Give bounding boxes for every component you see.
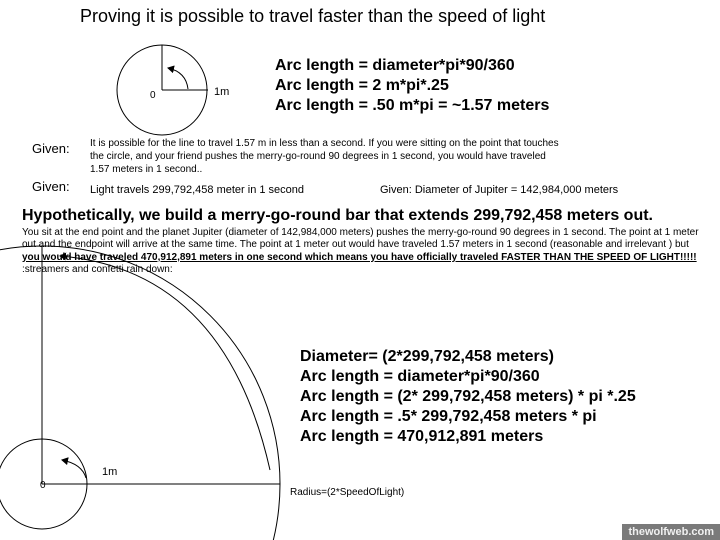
small-circle-diagram — [117, 45, 208, 135]
top-formula-1: Arc length = diameter*pi*90/360 — [275, 57, 515, 74]
given-label-2: Given: — [32, 179, 70, 194]
bottom-small-rotation-arrow — [62, 460, 86, 478]
big-rotation-arrow — [60, 256, 270, 470]
bottom-formula-2: Arc length = diameter*pi*90/360 — [300, 368, 540, 385]
big-radius-label: Radius=(2*SpeedOfLight) — [290, 487, 405, 498]
watermark: thewolfweb.com — [622, 524, 720, 540]
given-label-1: Given: — [32, 141, 70, 156]
hypothesis-paragraph-bold: you would have traveled 470,912,891 meters in one second which means you have officially traveled FASTER THAN THE SPEED OF LIGHT!!!!! — [22, 251, 697, 263]
small-circle-radius-label: 1m — [214, 86, 230, 98]
given-1-line-2: the circle, and your friend pushes the merry-go-round 90 degrees in 1 second, you would have traveled — [90, 151, 546, 162]
bottom-formula-5: Arc length = 470,912,891 meters — [300, 428, 544, 445]
top-formula-3: Arc length = .50 m*pi = ~1.57 meters — [275, 97, 550, 114]
given-1-text — [90, 137, 559, 176]
bottom-formula-3: Arc length = (2* 299,792,458 meters) * pi *.25 — [300, 388, 636, 405]
given-1-line-1: It is possible for the line to travel 1.57 m in less than a second. If you were sitting on the point that touches — [90, 138, 559, 149]
bottom-formula-4: Arc length = .5* 299,792,458 meters * pi — [300, 408, 597, 425]
hypothesis-paragraph-start: You sit at the end point and the planet Jupiter (diameter of 142,984,000 meters) pushes the merry-go-round 90 degrees in 1 second. The point at 1 meter out and the endpoint will arrive at the same time. The point at 1 meter out would have traveled 1.57 meters in 1 second (reasonable and irrelevant ) but — [22, 227, 699, 251]
jupiter-given: Given: Diameter of Jupiter = 142,984,000 meters — [380, 184, 619, 196]
bottom-circle-radius-label: 1m — [102, 466, 118, 478]
bottom-circle-center-label: 0 — [40, 480, 46, 491]
page-title: Proving it is possible to travel faster than the speed of light — [80, 6, 546, 26]
top-formula-2: Arc length = 2 m*pi*.25 — [275, 77, 449, 94]
bottom-formula-1: Diameter= (2*299,792,458 meters) — [300, 348, 554, 365]
light-speed-given: Light travels 299,792,458 meter in 1 second — [90, 184, 305, 196]
small-circle-center-label: 0 — [150, 90, 156, 101]
merry-go-round-diagram — [0, 246, 280, 540]
bottom-formula-block — [300, 347, 636, 447]
hypothesis-paragraph-end: :streamers and confetti rain down: — [22, 263, 173, 275]
hypothesis-paragraph — [22, 227, 702, 276]
small-circle-rotation-arrow — [168, 68, 188, 89]
given-1-line-3: 1.57 meters in 1 second.. — [90, 164, 203, 175]
top-formula-block — [275, 56, 549, 116]
hypothesis-heading: Hypothetically, we build a merry-go-round bar that extends 299,792,458 meters out. — [22, 207, 653, 224]
